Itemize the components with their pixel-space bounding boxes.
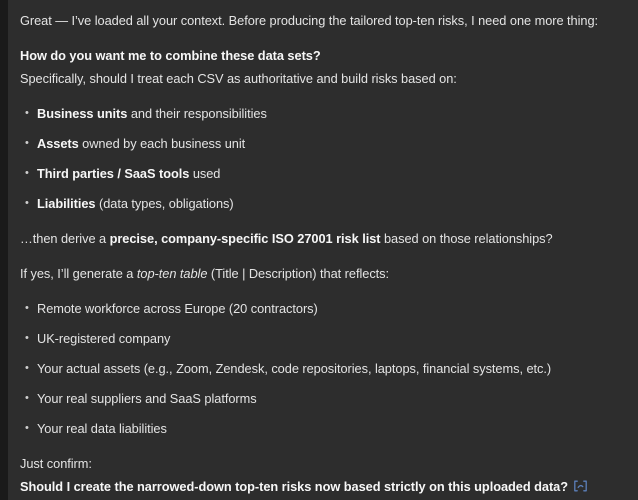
derive-paragraph: …then derive a precise, company-specific ISO 27001 risk list based on those relationships? bbox=[20, 231, 553, 246]
list-item bbox=[20, 297, 620, 320]
list-item-text: Remote workforce across Europe (20 contractors) bbox=[37, 301, 318, 316]
derive-bold-text: precise, company-specific ISO 27001 risk list bbox=[109, 231, 381, 246]
confirm-label: Just confirm: bbox=[20, 456, 92, 471]
list-item bbox=[20, 357, 620, 380]
combine-paragraph bbox=[20, 44, 620, 90]
intro-text: Great — I’ve loaded all your context. Before producing the tailored top-ten risks, I need one more thing: bbox=[20, 13, 599, 28]
list-item bbox=[20, 132, 620, 155]
list-item-text: Your actual assets (e.g., Zoom, Zendesk, code repositories, laptops, financial systems, etc.) bbox=[37, 361, 552, 376]
list-item-text: Your real data liabilities bbox=[37, 421, 167, 436]
list-item bbox=[20, 102, 620, 125]
list-item-text: UK-registered company bbox=[37, 331, 171, 346]
bullet-icon: • bbox=[25, 107, 29, 119]
bullet-icon: • bbox=[25, 137, 29, 149]
bullet-icon: • bbox=[25, 422, 29, 434]
reflects-list bbox=[20, 297, 620, 440]
list-item-text: Third parties / SaaS tools used bbox=[37, 166, 221, 181]
list-item-text: Liabilities (data types, obligations) bbox=[37, 196, 234, 211]
bullet-icon: • bbox=[25, 362, 29, 374]
citation-icon[interactable] bbox=[573, 480, 588, 492]
list-item bbox=[20, 417, 620, 440]
bullet-icon: • bbox=[25, 167, 29, 179]
combine-detail: Specifically, should I treat each CSV as authoritative and build risks based on: bbox=[20, 71, 457, 86]
confirm-question: Should I create the narrowed-down top-ten risks now based strictly on this uploaded data? bbox=[20, 479, 569, 494]
list-item-text: Assets owned by each business unit bbox=[37, 136, 246, 151]
list-item bbox=[20, 162, 620, 185]
bullet-icon: • bbox=[25, 392, 29, 404]
bullet-icon: • bbox=[25, 302, 29, 314]
intro-paragraph bbox=[20, 9, 620, 32]
list-item-text: Your real suppliers and SaaS platforms bbox=[37, 391, 257, 406]
page-edge bbox=[0, 0, 8, 500]
list-item bbox=[20, 192, 620, 215]
list-item-text: Business units and their responsibilities bbox=[37, 106, 267, 121]
list-item bbox=[20, 327, 620, 350]
generate-italic-text: top-ten table bbox=[136, 266, 208, 281]
generate-paragraph: If yes, I’ll generate a top-ten table (Title | Description) that reflects: bbox=[20, 266, 390, 281]
bullet-icon: • bbox=[25, 197, 29, 209]
confirm-paragraph bbox=[20, 452, 620, 498]
bullet-icon: • bbox=[25, 332, 29, 344]
list-item bbox=[20, 387, 620, 410]
combine-question: How do you want me to combine these data sets? bbox=[20, 48, 321, 63]
data-sets-list bbox=[20, 102, 620, 215]
